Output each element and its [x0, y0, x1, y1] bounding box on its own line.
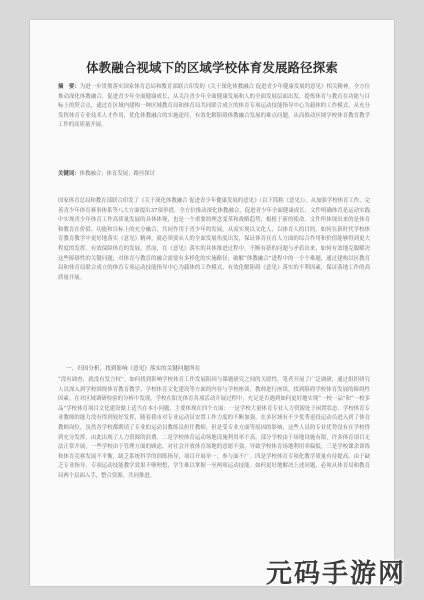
abstract-text: 为进一步贯彻落实国家体育总局和教育部联合印发的《关于深化体教融合 促进青少年健康发展的意见》相关精神，全方位推动深化体教融合，促进青少年全面健康成长，从关注青少年全面健康发展和人的全面发展层面出发，提炼体育与教育在功能与目标上的契合点，通过在区域内建构一种区域教育局和体育局共同联合成立的体育专项运动技能指导中心为载体的工作模式，从充分发挥体育专业技术人才作用，优化体教融合的实施途径，有效化解阻碍体教融合发展的难点问题，从而推动区域学校体育教育教学工作的高质量开展。	[58, 84, 370, 129]
intro-paragraph: 国家体育总局和教育部联合印发了《关于深化体教融合 促进青少年健康发展的意见》（以下简称《意见》），从加强学校体育工作、完善青少年体育赛事体系等八大方面提出37项举措，全方位推动深化体教融合，促进青少年全面健康成长。文件明确体育是运动实践中实现青少年体育工作高质量发展的具体体现，也是一个重要的理念变革和战略趋势，根植于新的使命。文件所体现出来的是体育和教育在价值、功能和目标上的充分融合，共同作用于青少年的发展，从而实现以文化人、以体育人的目的。如何在新时代学校体育教育教学中更好地落实《意见》精神，就必须要从人的全面发展角度出发，保证体育在育人方面的综合作用和价值能够得到更大程度的发挥，有效保障体育的发展。然而，在《意见》落实的具体推进过程中，不断有新的问题与矛盾出来，如何有效地克服解决这些障碍性的关键问题，对体育与教育的融合需要有多样化的实施路径，破解“体教融合”进程中的一个个难题，通过建构以区教育局和体育局联合成立的体育专项运动技能指导中心为载体的工作模式，有效化解阻碍《意见》落实的不利因素，保证落地工作的高质量开展。	[58, 198, 370, 281]
watermark-logo: 元码手游网	[265, 559, 406, 589]
keywords-label: 关键词：	[58, 171, 80, 177]
section-paragraph: “没有调查，就没有发言权”。如何找到影响学校体育工作发展阻因与课题研究之间的关联性，笔者开展了广泛调研，通过组织研究人员深入到学校围绕体育教育教学、学校体育文化建设等方面的内容与学校座谈，教师进行座谈，找到阻碍学校体育发展的障碍性因素。在对区域调研检验的分析中发现，学校在阳光体育各项活动开展过程中，充足是否遇到如何更好地实现“一校一品”和“一校多品”学校体育项目文化建设做上适当在本小问题，主要体现在四个方面：一是学校大量体育专业人力资源处于闲置状态。学校体育专业教师的能力没有得到较好发挥，随着我市对专业运动员安置工作力度的不断加强，在多区域有不少优秀退役运动员进入到了体育教师岗位，虽然各学校都聘请了专业的运动员教练员担任教师，但是受专业方面等原因的影响，这些人员的专业优势没有在学校得到充分发挥，由此出现了人力资源的浪费。二是学校体育运动场地设施利用率不高。部分学校由于场地设施有限，许多体育项目无法正常开展，一些学校由于管理方面的顾虑，对社会开放体育场地的意愿不强，导致学校体育场地利用率偏低。三是学校课余训练和体育竞赛发展不平衡，缺乏系统科学的训练指导，项目开展单一，参与面不广。四是学校体育专项化教学质量有待提高。由于缺乏专业指导，专项运动技能教学效果不够理想，学生难以掌握一至两项运动技能。如何更好地解决上述问题，必须从体育局和教育局两个层面入手，整合资源，共同推进。	[58, 377, 370, 479]
keywords-text: 体教融合；体育发展；路径探讨	[79, 171, 156, 177]
document-page	[30, 20, 394, 586]
abstract-label: 摘 要：	[58, 84, 80, 90]
abstract-paragraph	[58, 83, 370, 131]
keywords-paragraph	[58, 170, 370, 180]
document-title: 体教融合视域下的区域学校体育发展路径探索	[86, 60, 338, 75]
section-heading: 一、归因分析，找到影响《意见》落实的关键问题所在	[66, 366, 201, 372]
